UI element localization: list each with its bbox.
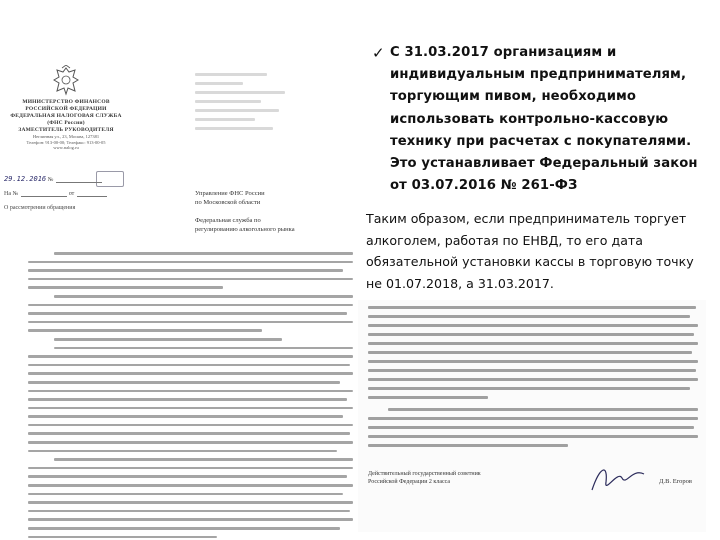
key-statement: [372, 42, 712, 197]
letterhead-address: Неглинная ул., 23, Москва, 127381: [32, 134, 100, 139]
signature-icon: [588, 460, 648, 500]
service-short-name: (ФНС России): [47, 120, 85, 126]
ministry-name: МИНИСТЕРСТВО ФИНАНСОВ РОССИЙСКОЙ ФЕДЕРАЦИИ: [22, 99, 110, 112]
letterhead-site: www.nalog.ru: [53, 145, 79, 150]
check-icon: ✓: [372, 44, 385, 62]
letter-reference-fields: [4, 175, 144, 219]
letter-body-text: [28, 252, 353, 540]
signer-name: Д.В. Егоров: [659, 478, 692, 485]
signer-title-line: Российской Федерации 2 класса: [368, 479, 451, 485]
service-name: ФЕДЕРАЛЬНАЯ НАЛОГОВАЯ СЛУЖБА: [10, 113, 122, 119]
number-label: №: [47, 177, 54, 183]
scanned-letter: [0, 55, 365, 540]
letter-excerpt: [358, 300, 706, 532]
reply-label: На №: [4, 191, 19, 197]
addressee-block: [195, 189, 355, 234]
from-label: от: [68, 191, 75, 197]
addressee-line: по Московской области: [195, 199, 261, 206]
letterhead-phone: Телефон: 913-00-00; Телефакс: 913-00-05: [26, 139, 106, 145]
consideration-label: О рассмотрении обращения: [4, 205, 76, 211]
faded-recipient-block: [195, 73, 315, 136]
addressee-line: [195, 207, 355, 216]
coat-of-arms-icon: [51, 65, 81, 97]
handwritten-date: 29.12.2016: [4, 175, 47, 183]
letterhead: [6, 65, 126, 151]
signer-title: [368, 470, 481, 486]
key-statement-text: С 31.03.2017 организациям и индивидуальным предпринимателям, торгующим пивом, необходимо использовать контрольно-кассовую технику при расчетах с покупателями. Это устанавливает Федеральный закон от 03.07.2016 № 261-ФЗ: [390, 45, 698, 194]
conclusion-paragraph: Таким образом, если предприниматель торгует алкоголем, работая по ЕНВД, то его дата обязательной установки кассы в торговую точку не 01.07.2018, а 31.03.2017.: [366, 211, 694, 291]
signer-title-line: Действительный государственный советник: [368, 471, 481, 477]
addressee-line: регулированию алкогольного рынка: [195, 226, 295, 233]
addressee-line: Управление ФНС России: [195, 190, 265, 197]
addressee-line: Федеральная служба по: [195, 217, 261, 224]
signer-role: ЗАМЕСТИТЕЛЬ РУКОВОДИТЕЛЯ: [18, 127, 114, 133]
